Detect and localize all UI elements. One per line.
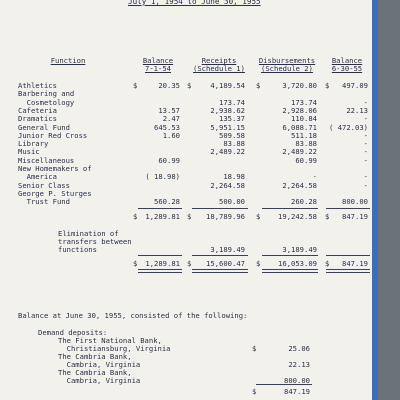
row-balance-close: 497.09: [342, 81, 368, 90]
elim-rule-close: [326, 255, 370, 256]
header-balance-open: Balance 7-1-54: [142, 56, 174, 73]
net-dollar-sign: $: [133, 258, 138, 268]
row-function: America: [18, 172, 57, 182]
deposit-dollar-sign: $: [252, 344, 257, 353]
page-edge: [372, 0, 378, 400]
total-balance-close: 847.19: [342, 211, 368, 221]
elim-rule-open: [138, 255, 182, 256]
row-balance-open: 645.53: [154, 122, 180, 132]
row-balance-close: -: [363, 172, 368, 182]
total-receipts: 18,789.96: [206, 211, 245, 221]
row-function: Music: [18, 147, 40, 157]
row-balance-open: ( 18.98): [145, 172, 180, 182]
period-title: July 1, 1954 to June 30, 1955: [128, 0, 261, 6]
row-receipts: 173.74: [219, 97, 245, 107]
row-disbursements: -: [312, 172, 317, 182]
summary-total-dollar-sign: $: [252, 387, 257, 396]
row-balance-close: ( 472.03): [329, 122, 368, 132]
row-balance-open: 560.28: [154, 197, 180, 207]
row-disbursements: 110.84: [291, 114, 317, 124]
row-balance-open: 13.57: [158, 105, 180, 115]
subtotal-rule-open: [138, 208, 182, 209]
row-disbursements: 2,928.06: [282, 105, 317, 115]
row-function: Athletics: [18, 81, 57, 90]
row-disbursements: 60.99: [295, 155, 317, 165]
row-function: Library: [18, 139, 49, 149]
summary-intro: Balance at June 30, 1955, consisted of the following:: [18, 311, 248, 320]
row-function: General Fund: [18, 122, 70, 132]
row-balance-close: 22.13: [346, 105, 368, 115]
summary-rule: [256, 384, 312, 385]
subtotal-rule-disb: [262, 208, 318, 209]
row-receipts: 2,264.58: [210, 180, 245, 190]
total-balance-open: 1,289.81: [145, 211, 180, 221]
row-balance-close: -: [363, 130, 368, 140]
row-disbursements: 3,720.80: [282, 81, 317, 90]
row-disbursements: 511.18: [291, 130, 317, 140]
subtotal-rule-close: [326, 208, 370, 209]
row-receipts: 2,938.62: [210, 105, 245, 115]
row-receipts: 83.88: [223, 139, 245, 149]
row-function: Senior Class: [18, 180, 70, 190]
deposit-amount: 800.00: [284, 376, 310, 385]
deposit-bank: The First National Bank, Christiansburg, Virginia: [58, 336, 171, 353]
row-balance-close: -: [363, 139, 368, 149]
row-balance-close: -: [363, 97, 368, 107]
elim-rule-receipts: [192, 255, 248, 256]
row-dollar-sign: $: [133, 81, 138, 90]
total-dollar-sign: $: [133, 211, 138, 221]
subtotal-rule-receipts: [192, 208, 248, 209]
row-balance-close: 800.00: [342, 197, 368, 207]
total-dollar-sign: $: [187, 211, 192, 221]
summary-total: 847.19: [284, 387, 310, 396]
row-function: Barbering and: [18, 89, 75, 99]
row-dollar-sign: $: [256, 81, 261, 90]
row-function: George P. Sturges: [18, 188, 92, 198]
row-balance-open: 1.60: [162, 130, 180, 140]
net-balance-close: 847.19: [342, 258, 368, 268]
net-balance-open: 1,289.81: [145, 258, 180, 268]
header-balance-close: Balance 6-30-55: [331, 56, 363, 73]
header-receipts: Receipts (Schedule 1): [193, 56, 245, 73]
row-disbursements: 2,489.22: [282, 147, 317, 157]
header-disbursements: Disbursements (Schedule 2): [258, 56, 316, 73]
row-balance-close: -: [363, 180, 368, 190]
elim-rule-disb: [262, 255, 318, 256]
net-receipts: 15,600.47: [206, 258, 245, 268]
net-dbl-receipts: [192, 269, 248, 273]
row-balance-open: 2.47: [162, 114, 180, 124]
row-receipts: 4,189.54: [210, 81, 245, 90]
total-dollar-sign: $: [325, 211, 330, 221]
row-disbursements: 83.88: [295, 139, 317, 149]
row-function: Dramatics: [18, 114, 57, 124]
net-dollar-sign: $: [187, 258, 192, 268]
row-receipts: 500.00: [219, 197, 245, 207]
deposit-amount: 25.06: [288, 344, 310, 353]
row-disbursements: 6,088.71: [282, 122, 317, 132]
deposit-amount: 22.13: [288, 360, 310, 369]
row-disbursements: 2,264.58: [282, 180, 317, 190]
header-function: Function: [50, 56, 86, 65]
row-dollar-sign: $: [187, 81, 192, 90]
row-function: Miscellaneous: [18, 155, 75, 165]
row-function: Trust Fund: [18, 197, 70, 207]
row-function: Cosmetology: [18, 97, 75, 107]
row-balance-close: -: [363, 147, 368, 157]
net-dbl-close: [326, 269, 370, 273]
row-function: New Homemakers of: [18, 164, 92, 173]
row-function: Junior Red Cross: [18, 130, 88, 140]
elimination-disbursements: 3,189.49: [282, 244, 317, 254]
row-balance-close: -: [363, 155, 368, 165]
row-disbursements: 173.74: [291, 97, 317, 107]
row-receipts: 135.37: [219, 114, 245, 124]
net-dollar-sign: $: [325, 258, 330, 268]
row-balance-open: 60.99: [158, 155, 180, 165]
total-dollar-sign: $: [256, 211, 261, 221]
net-dbl-disb: [262, 269, 318, 273]
row-balance-open: 20.35: [158, 81, 180, 90]
net-dollar-sign: $: [256, 258, 261, 268]
row-function: Cafeteria: [18, 105, 57, 115]
elimination-receipts: 3,189.49: [210, 244, 245, 254]
row-receipts: 2,489.22: [210, 147, 245, 157]
net-disbursements: 16,053.09: [278, 258, 317, 268]
total-disbursements: 19,242.58: [278, 211, 317, 221]
row-receipts: 509.58: [219, 130, 245, 140]
row-disbursements: 260.28: [291, 197, 317, 207]
deposit-bank: The Cambria Bank, Cambria, Virginia: [58, 368, 141, 385]
row-balance-close: -: [363, 114, 368, 124]
elimination-label: Elimination of transfers between functions: [58, 228, 132, 254]
row-dollar-sign: $: [325, 81, 330, 90]
net-dbl-open: [138, 269, 182, 273]
row-receipts: 5,951.15: [210, 122, 245, 132]
demand-deposits-label: Demand deposits:: [38, 328, 108, 337]
row-receipts: 18.98: [223, 172, 245, 182]
deposit-bank: The Cambria Bank, Cambria, Virginia: [58, 352, 141, 369]
